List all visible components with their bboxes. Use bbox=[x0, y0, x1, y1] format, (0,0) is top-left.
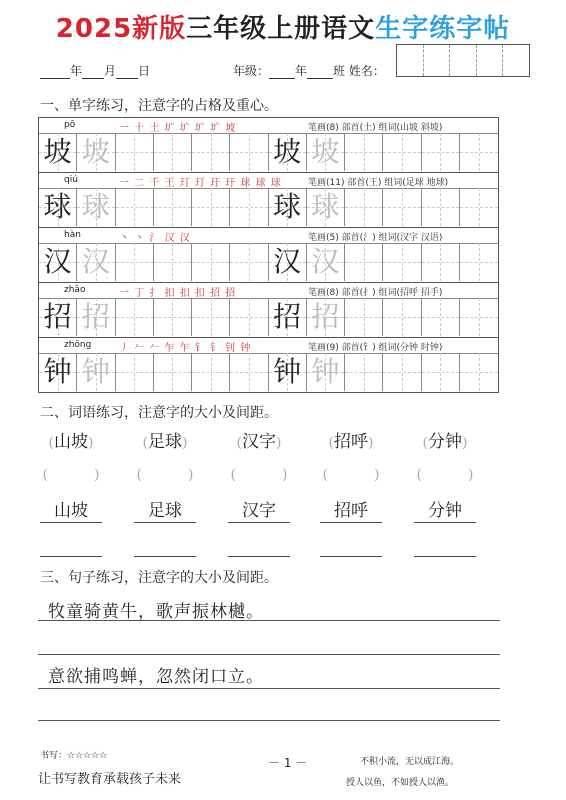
writing-cell[interactable] bbox=[77, 133, 115, 171]
writing-cell[interactable] bbox=[383, 133, 421, 171]
writing-cell[interactable] bbox=[307, 298, 345, 336]
class-name-field: 年级： 年 班 姓名： bbox=[233, 64, 385, 78]
word-trace-line: 山坡 bbox=[40, 500, 102, 523]
trace-character: 钟 bbox=[81, 355, 110, 388]
character-meta: 笔画(8) 部首(扌) 组词(招呼 招手) bbox=[308, 288, 443, 298]
word-model: (山坡) bbox=[48, 432, 94, 452]
character-info bbox=[39, 173, 498, 189]
character-info bbox=[39, 118, 498, 134]
word-blank[interactable]: ( ) bbox=[322, 467, 380, 483]
writing-cell[interactable] bbox=[383, 243, 421, 281]
writing-cell[interactable] bbox=[269, 298, 307, 336]
character-row bbox=[39, 173, 498, 228]
model-character: 钟 bbox=[43, 355, 72, 388]
trace-character: 汉 bbox=[311, 245, 340, 278]
writing-cell[interactable] bbox=[460, 188, 498, 226]
writing-cell[interactable] bbox=[345, 353, 383, 391]
writing-cell[interactable] bbox=[383, 353, 421, 391]
writing-cell[interactable] bbox=[154, 298, 192, 336]
writing-cell[interactable] bbox=[230, 353, 268, 391]
writing-cell[interactable] bbox=[116, 188, 154, 226]
pinyin: qiú bbox=[64, 175, 78, 185]
word-model: (分钟) bbox=[422, 432, 468, 452]
rating-label: 书写：☆☆☆☆☆ bbox=[40, 751, 108, 761]
pinyin: pō bbox=[64, 120, 76, 130]
model-character: 球 bbox=[273, 190, 302, 223]
character-practice-table bbox=[38, 117, 499, 393]
sentence-line bbox=[38, 654, 500, 655]
writing-cell[interactable] bbox=[460, 243, 498, 281]
writing-cell[interactable] bbox=[307, 243, 345, 281]
character-meta: 笔画(9) 部首(钅) 组词(分钟 时钟) bbox=[308, 343, 443, 353]
page-number: － 1 － bbox=[268, 756, 308, 770]
character-meta: 笔画(5) 部首(氵) 组词(汉字 汉语) bbox=[308, 233, 443, 243]
trace-character: 招 bbox=[311, 300, 340, 333]
writing-cell[interactable] bbox=[230, 188, 268, 226]
writing-cell[interactable] bbox=[269, 243, 307, 281]
character-info bbox=[39, 228, 498, 244]
writing-cell[interactable] bbox=[116, 353, 154, 391]
character-row bbox=[39, 283, 498, 338]
word-blank[interactable]: ( ) bbox=[42, 467, 100, 483]
trace-character: 球 bbox=[81, 190, 110, 223]
sentence-2: 意欲捕鸣蝉，忽然闭口立。 bbox=[48, 667, 264, 687]
sentence-line bbox=[38, 688, 500, 689]
trace-character: 汉 bbox=[81, 245, 110, 278]
model-character: 坡 bbox=[273, 135, 302, 168]
sentence-line bbox=[38, 720, 500, 721]
writing-cell[interactable] bbox=[422, 188, 460, 226]
word-write-line[interactable] bbox=[228, 534, 290, 557]
character-meta: 笔画(8) 部首(土) 组词(山坡 斜坡) bbox=[308, 123, 443, 133]
word-trace-line: 分钟 bbox=[414, 500, 476, 523]
character-meta: 笔画(11) 部首(王) 组词(足球 地球) bbox=[308, 178, 449, 188]
slogan: 让书写教育承载孩子未来 bbox=[38, 772, 182, 787]
writing-cell[interactable] bbox=[460, 353, 498, 391]
character-info bbox=[39, 283, 498, 299]
writing-cell[interactable] bbox=[154, 133, 192, 171]
writing-cell[interactable] bbox=[345, 298, 383, 336]
writing-cell[interactable] bbox=[460, 298, 498, 336]
model-character: 坡 bbox=[43, 135, 72, 168]
word-model: (招呼) bbox=[328, 432, 374, 452]
section3-title: 三、句子练习，注意字的大小及间距。 bbox=[40, 570, 278, 586]
stroke-order: 一 十 土 圹 圹 圹 圹 坡 bbox=[119, 123, 237, 134]
trace-character: 球 bbox=[311, 190, 340, 223]
writing-cell[interactable] bbox=[39, 353, 77, 391]
writing-cell[interactable] bbox=[269, 188, 307, 226]
writing-cell[interactable] bbox=[345, 133, 383, 171]
writing-cell[interactable] bbox=[116, 243, 154, 281]
model-character: 钟 bbox=[273, 355, 302, 388]
stroke-order: 丶 丶 氵 汉 汉 bbox=[119, 233, 191, 244]
date-field: 年 月 日 bbox=[40, 62, 150, 79]
writing-cell[interactable] bbox=[77, 243, 115, 281]
writing-cell[interactable] bbox=[192, 243, 230, 281]
character-row bbox=[39, 228, 498, 283]
word-write-line[interactable] bbox=[414, 534, 476, 557]
trace-character: 坡 bbox=[81, 135, 110, 168]
word-trace-line: 汉字 bbox=[228, 500, 290, 523]
model-character: 招 bbox=[43, 300, 72, 333]
writing-cell[interactable] bbox=[307, 133, 345, 171]
writing-cell[interactable] bbox=[192, 188, 230, 226]
writing-cell[interactable] bbox=[39, 298, 77, 336]
writing-cell[interactable] bbox=[230, 298, 268, 336]
writing-cell[interactable] bbox=[154, 243, 192, 281]
word-trace-line: 招呼 bbox=[320, 500, 382, 523]
word-trace-line: 足球 bbox=[134, 500, 196, 523]
name-writing-grid[interactable] bbox=[396, 44, 530, 77]
writing-cell[interactable] bbox=[192, 353, 230, 391]
writing-cell[interactable] bbox=[116, 133, 154, 171]
model-character: 招 bbox=[273, 300, 302, 333]
word-blank[interactable]: ( ) bbox=[136, 467, 194, 483]
writing-cell[interactable] bbox=[307, 353, 345, 391]
writing-cell[interactable] bbox=[345, 188, 383, 226]
stroke-order: 一 二 千 王 玎 玎 玗 玗 球 球 球 bbox=[119, 178, 282, 189]
stroke-order: 丿 𠂉 𠂉 乍 乍 钅 钅 钊 钟 bbox=[119, 343, 252, 354]
writing-cell[interactable] bbox=[39, 188, 77, 226]
quote-1: 不积小流，无以成江海。 bbox=[360, 757, 460, 767]
sentence-1: 牧童骑黄牛，歌声振林樾。 bbox=[48, 602, 264, 622]
writing-cell[interactable] bbox=[77, 188, 115, 226]
writing-cell[interactable] bbox=[422, 298, 460, 336]
trace-character: 坡 bbox=[311, 135, 340, 168]
model-character: 汉 bbox=[43, 245, 72, 278]
model-character: 球 bbox=[43, 190, 72, 223]
pinyin: hàn bbox=[64, 230, 81, 240]
trace-character: 钟 bbox=[311, 355, 340, 388]
writing-cell[interactable] bbox=[460, 133, 498, 171]
character-info bbox=[39, 338, 498, 354]
writing-cell[interactable] bbox=[307, 188, 345, 226]
pinyin: zhōng bbox=[64, 340, 92, 350]
writing-cell[interactable] bbox=[383, 188, 421, 226]
section2-title: 二、词语练习，注意字的大小及间距。 bbox=[40, 405, 278, 421]
section1-title: 一、单字练习，注意字的占格及重心。 bbox=[40, 98, 278, 114]
writing-cell[interactable] bbox=[269, 353, 307, 391]
trace-character: 招 bbox=[81, 300, 110, 333]
writing-cell[interactable] bbox=[192, 133, 230, 171]
word-write-line[interactable] bbox=[134, 534, 196, 557]
writing-cell[interactable] bbox=[422, 353, 460, 391]
writing-cell[interactable] bbox=[422, 133, 460, 171]
pinyin: zhāo bbox=[64, 285, 86, 295]
word-write-line[interactable] bbox=[320, 534, 382, 557]
writing-cell[interactable] bbox=[77, 298, 115, 336]
word-model: (足球) bbox=[142, 432, 188, 452]
character-row bbox=[39, 118, 498, 173]
writing-cell[interactable] bbox=[192, 298, 230, 336]
writing-cell[interactable] bbox=[154, 353, 192, 391]
writing-cell[interactable] bbox=[345, 243, 383, 281]
word-model: (汉字) bbox=[236, 432, 282, 452]
word-blank[interactable]: ( ) bbox=[416, 467, 474, 483]
writing-cell[interactable] bbox=[230, 243, 268, 281]
page-title: 2025新版三年级上册语文生字练字帖 bbox=[55, 14, 511, 44]
quote-2: 授人以鱼，不如授人以渔。 bbox=[346, 778, 455, 788]
writing-cell[interactable] bbox=[39, 133, 77, 171]
writing-cell[interactable] bbox=[154, 188, 192, 226]
writing-cell[interactable] bbox=[269, 133, 307, 171]
model-character: 汉 bbox=[273, 245, 302, 278]
stroke-order: 一 丁 扌 扣 扣 扣 招 招 bbox=[119, 288, 237, 299]
word-write-line[interactable] bbox=[40, 534, 102, 557]
character-row bbox=[39, 338, 498, 392]
sentence-line bbox=[38, 620, 500, 621]
writing-cell[interactable] bbox=[422, 243, 460, 281]
writing-cell[interactable] bbox=[116, 298, 154, 336]
writing-cell[interactable] bbox=[39, 243, 77, 281]
writing-cell[interactable] bbox=[383, 298, 421, 336]
writing-cell[interactable] bbox=[230, 133, 268, 171]
word-blank[interactable]: ( ) bbox=[230, 467, 288, 483]
writing-cell[interactable] bbox=[77, 353, 115, 391]
